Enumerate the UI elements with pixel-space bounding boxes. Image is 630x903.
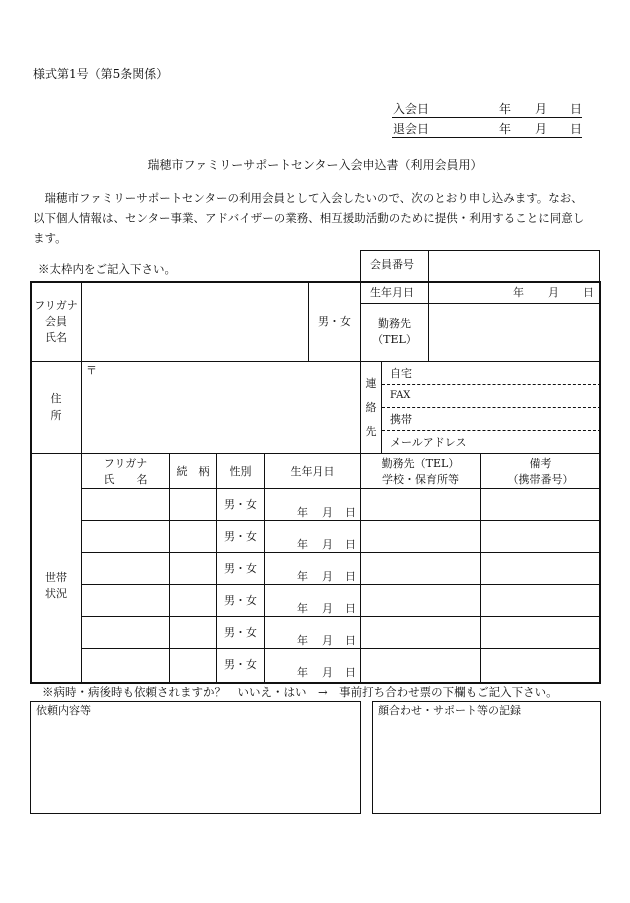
household-row-5-month: 月	[322, 634, 333, 647]
record-box[interactable]	[372, 701, 601, 814]
contact-label-3: 先	[365, 425, 377, 438]
household-row-1-month: 月	[322, 506, 333, 519]
household-header-remarks-1: 備考	[529, 457, 552, 470]
household-row-2-month: 月	[322, 538, 333, 551]
household-header-furigana: フリガナ	[103, 457, 148, 470]
work-field[interactable]	[432, 306, 596, 358]
intro-line-1: 瑞穂市ファミリーサポートセンターの利用会員として入会したいので、次のとおり申し込みます。なお、	[33, 191, 583, 205]
birth-year: 年	[513, 286, 524, 299]
birth-label: 生年月日	[370, 286, 414, 299]
member-number-field[interactable]	[432, 253, 596, 279]
household-row-2-year: 年	[297, 538, 308, 551]
join-date-label: 入会日	[393, 102, 430, 116]
work-tel-label: （TEL）	[372, 333, 417, 346]
contact-label-2: 絡	[365, 401, 377, 414]
household-row-5-year: 年	[297, 634, 308, 647]
birth-month: 月	[548, 286, 559, 299]
household-row-1-year: 年	[297, 506, 308, 519]
join-month: 月	[535, 102, 548, 116]
mobile-label: 携帯	[390, 413, 412, 426]
household-row-6-gender[interactable]: 男・女	[224, 658, 257, 671]
household-row-6-day: 日	[345, 666, 356, 679]
household-row-4-year: 年	[297, 602, 308, 615]
contact-label-1: 連	[365, 377, 377, 390]
household-row-6-year: 年	[297, 666, 308, 679]
request-label: 依頼内容等	[36, 704, 91, 717]
address-label-1: 住	[50, 392, 62, 405]
household-header-gender: 性別	[229, 465, 252, 478]
leave-day: 日	[570, 122, 583, 136]
bold-frame-note: ※太枠内をご記入下さい。	[38, 262, 176, 276]
household-side-label-1: 世帯	[45, 571, 67, 584]
birth-day: 日	[583, 286, 594, 299]
member-gender[interactable]: 男・女	[318, 315, 351, 328]
household-row-3-year: 年	[297, 570, 308, 583]
household-row-1-gender[interactable]: 男・女	[224, 498, 257, 511]
work-label: 勤務先	[378, 317, 411, 330]
household-row-5-day: 日	[345, 634, 356, 647]
member-label: 会員	[45, 315, 67, 328]
household-header-name: 氏 名	[103, 473, 148, 486]
home-phone-label: 自宅	[390, 367, 412, 380]
page-title: 瑞穂市ファミリーサポートセンター入会申込書（利用会員用）	[147, 158, 483, 172]
household-row-2-day: 日	[345, 538, 356, 551]
address-label-2: 所	[50, 409, 62, 422]
intro-line-2: 以下個人情報は、センター事業、アドバイザーの業務、相互援助活動のために提供・利用することに同意し	[33, 211, 585, 225]
household-row-3-day: 日	[345, 570, 356, 583]
name-label: 氏名	[45, 331, 67, 344]
leave-date-label: 退会日	[393, 122, 430, 136]
household-row-1-day: 日	[345, 506, 356, 519]
leave-date-underline	[392, 137, 582, 138]
household-row-2-gender[interactable]: 男・女	[224, 530, 257, 543]
household-header-birth: 生年月日	[290, 465, 335, 478]
leave-month: 月	[535, 122, 548, 136]
member-number-label: 会員番号	[370, 258, 414, 271]
fax-label: FAX	[390, 390, 411, 401]
join-year: 年	[499, 102, 512, 116]
join-date-underline	[392, 117, 582, 118]
household-header-remarks-2: （携帯番号）	[507, 473, 574, 486]
leave-year: 年	[499, 122, 512, 136]
household-header-relation: 続 柄	[176, 465, 210, 478]
household-header-work-1: 勤務先（TEL）	[381, 457, 460, 470]
household-row-4-gender[interactable]: 男・女	[224, 594, 257, 607]
record-label: 顔合わせ・サポート等の記録	[378, 704, 521, 717]
email-label: メールアドレス	[390, 436, 467, 449]
household-row-6-month: 月	[322, 666, 333, 679]
household-header-work-2: 学校・保育所等	[382, 473, 459, 486]
household-row-5-gender[interactable]: 男・女	[224, 626, 257, 639]
postal-mark: 〒	[86, 364, 97, 377]
request-box[interactable]	[30, 701, 361, 814]
household-row-3-gender[interactable]: 男・女	[224, 562, 257, 575]
household-row-3-month: 月	[322, 570, 333, 583]
household-row-4-month: 月	[322, 602, 333, 615]
illness-question: ※病時・病後時も依頼されますか？ いいえ・はい → 事前打ち合わせ票の下欄もご記入下さい。	[42, 685, 558, 699]
form-number: 様式第1号（第5条関係）	[33, 67, 169, 81]
furigana-label: フリガナ	[34, 299, 78, 312]
household-row-4-day: 日	[345, 602, 356, 615]
address-field[interactable]	[84, 364, 358, 450]
intro-line-3: ます。	[33, 231, 67, 245]
join-day: 日	[570, 102, 583, 116]
member-name-field[interactable]	[84, 285, 306, 358]
household-side-label-2: 状況	[45, 587, 67, 600]
